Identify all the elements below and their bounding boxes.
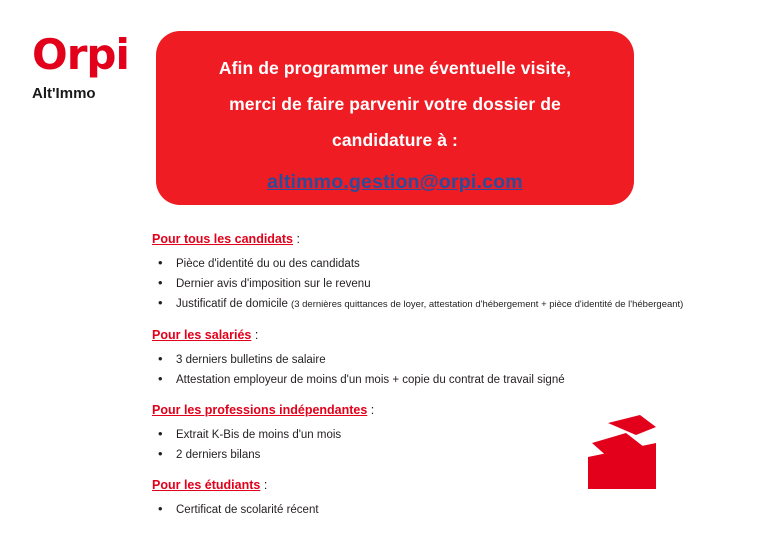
list-employees [152, 351, 712, 389]
contact-email-link[interactable]: altimmo.gestion@orpi.com [267, 171, 523, 193]
section-title-employees-colon: : [251, 328, 259, 342]
section-title-employees-text: Pour les salariés [152, 328, 252, 342]
section-title-students-text: Pour les étudiants [152, 478, 261, 492]
banner-line-2: merci de faire parvenir votre dossier de [229, 94, 561, 114]
section-title-all-candidates-text: Pour tous les candidats [152, 232, 294, 246]
section-title-all-candidates-colon: : [293, 232, 300, 246]
list-item [152, 275, 712, 293]
list-item [152, 351, 712, 369]
list-item [152, 501, 712, 519]
banner-line-1: Afin de programmer une éventuelle visite, [218, 58, 572, 78]
list-item-note: (3 dernières quittances de loyer, attestation d'hébergement + pièce d'identité de l'hébergeant) [291, 299, 684, 310]
list-item [152, 371, 712, 389]
list-all-candidates [152, 255, 712, 314]
section-title-self-employed-colon: : [367, 403, 375, 417]
brand-logo [32, 30, 147, 102]
agency-name: Alt'Immo [32, 85, 96, 102]
brand-name: Orpi [32, 30, 129, 79]
list-item-text: 3 derniers bulletins de salaire [176, 354, 326, 366]
instruction-banner [156, 31, 634, 205]
list-item-text: Extrait K-Bis de moins d'un mois [176, 429, 342, 441]
list-item-text: 2 derniers bilans [176, 449, 261, 461]
list-item-text: Justificatif de domicile [176, 298, 292, 310]
list-item [152, 255, 712, 273]
section-title-all-candidates [152, 232, 712, 246]
section-title-self-employed-text: Pour les professions indépendantes [152, 403, 368, 417]
list-item-text: Certificat de scolarité récent [176, 504, 319, 516]
list-item-text: Dernier avis d'imposition sur le revenu [176, 278, 371, 290]
section-title-employees [152, 328, 712, 342]
list-students [152, 501, 712, 519]
section-title-students-colon: : [260, 478, 268, 492]
banner-line-3: candidature à : [332, 130, 458, 150]
list-item-text: Attestation employeur de moins d'un mois + copie du contrat de travail signé [176, 374, 565, 386]
folder-icon [586, 413, 698, 490]
list-item-text: Pièce d'identité du ou des candidats [176, 258, 360, 270]
list-item [152, 295, 712, 314]
